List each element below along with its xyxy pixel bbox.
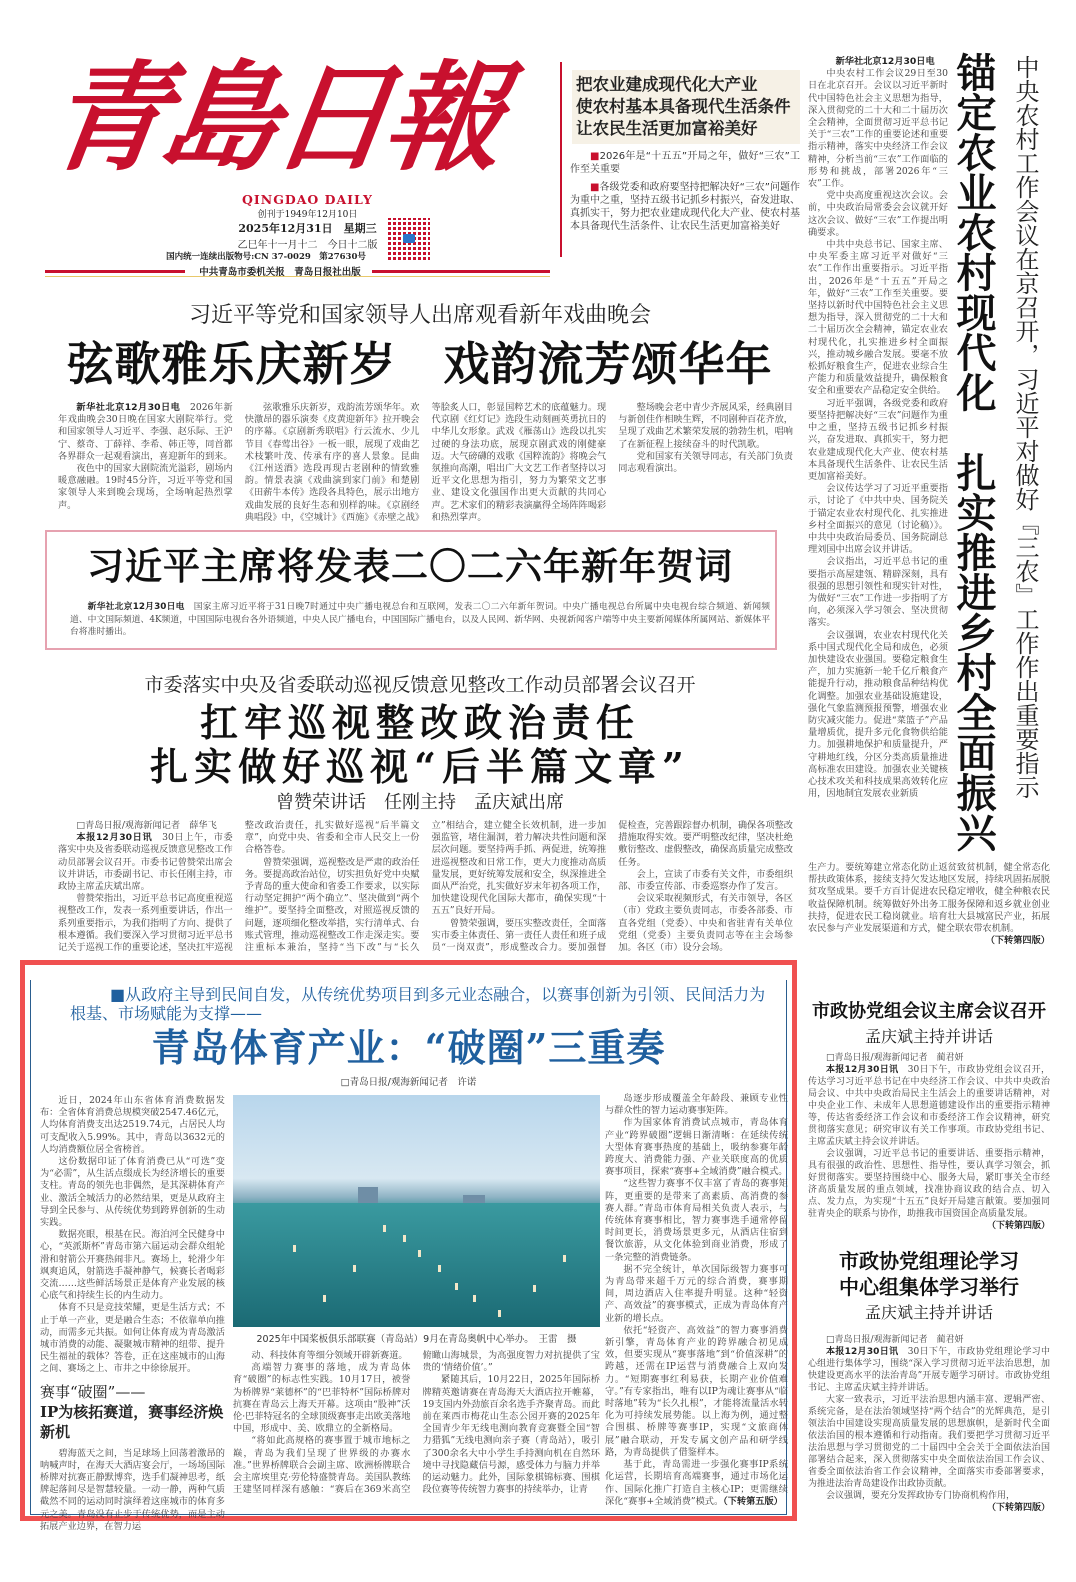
continued-note: （下转第四版） — [985, 935, 1050, 947]
cppcc-study-subtitle: 孟庆斌主持并讲话 — [864, 1303, 993, 1322]
greeting-headline: 习近平主席将发表二〇二六年新年贺词 — [87, 544, 733, 588]
opera-headline: 弦歌雅乐庆新岁 戏韵流芳颂华年 — [67, 337, 773, 391]
dateline: 新华社北京12月30日电 — [87, 602, 185, 612]
byline: □青岛日报/观海新闻记者 薛华飞 — [76, 820, 217, 831]
paragraph: 整场晚会老中青少齐展风采，经典剧目与新创佳作相映生辉，不同剧种百花齐放，呈现了戏曲艺术繁荣发展的勃勃生机，唱响了在新征程上接续奋斗的时代凯歌。 — [618, 402, 793, 450]
paragraph: 党中央高度重视这次会议。会前，中央政治局常委会会议就开好这次会议、做好“三农”工作提出明确要求。 — [808, 190, 948, 238]
rural-summary-points — [570, 150, 800, 233]
rural-article-body — [808, 56, 948, 856]
paragraph: 生产力。要统筹建立常态化防止返贫致贫机制，健全常态化帮扶政策体系，接续支持欠发达地区发展，持续巩固拓展脱贫攻坚成果。要千方百计促进农民稳定增收，健全种粮农民收益保障机制。统筹做好外出务工服务保障和返乡就业创业扶持，促进农民工稳岗就业。培育壮大县城富民产业，拓展农民参与产业发展渠道和方式，健全联农带农机制。 — [808, 862, 1050, 935]
summary-point: 各级党委和政府要坚持把解决好“三农”问题作为重中之重，坚持五级书记抓乡村振兴，奋发进取、真抓实干，努力把农业建成现代化大产业、使农村基本具备现代生活条件、让农民生活更加富裕美好 — [570, 182, 800, 232]
headline-line: 扎实做好巡视“后半篇文章” — [150, 744, 690, 789]
issue-date: 2025年12月31日 星期三 — [238, 222, 377, 235]
cppcc-study-body — [808, 1334, 1050, 1514]
paragraph: “这些智力赛事不仅丰富了青岛的赛事矩阵，更重要的是带来了高素质、高消费的参赛人群。”青岛市体育局相关负责人表示，与传统体育赛事相比，智力赛事选手通常停留时间更长，消费场景更多元，从酒店住宿到餐饮旅游，从文化体验到商业消费，形成了一条完整的消费链条。 — [605, 1178, 788, 1263]
paragraph: 习近平强调，各级党委和政府要坚持把解决好“三农”问题作为重中之重，坚持五级书记抓乡村振兴，奋发进取、真抓实干，努力把农业建成现代化大产业、使农村基本具备现代生活条件、让农民生活更加富裕美好。 — [808, 397, 948, 482]
paragraph: 这份数据印证了体育消费已从“可选”变为“必需”，从生活点缀成长为经济增长的重要支柱。青岛的领先也非偶然，是其深耕体育产业、激活全城活力的必然结果，更是从政府主导到全民参与、从传统优势到跨界创新的生动实践。 — [40, 1156, 225, 1229]
sports-column-1 — [40, 1095, 225, 1532]
paragraph: 曾赞荣指出，习近平总书记高度重视巡视整改工作，发表一系列重要讲话，作出一系列重要指示，为我们指明了方向、提供了根本遵循。我们要深入学习贯彻习近平总书记关于巡视工作的重要论述，坚决扛牢巡视整改政治责任，扎实做好巡视“后半篇文章”，向党中央、省委和全市人民交上一份合格答卷。 — [58, 820, 420, 954]
continued-note: （下转第四版） — [986, 1221, 1050, 1231]
headline-line: 市政协党组理论学习 — [839, 1249, 1019, 1273]
rural-summary-box — [560, 62, 800, 257]
dateline: 新华社北京12月30日电 — [835, 56, 935, 67]
byline: □青岛日报/观海新闻记者 蔺君妍 — [826, 1335, 964, 1345]
opera-kicker: 习近平等党和国家领导人出席观看新年戏曲晚会 — [188, 303, 651, 328]
paragraph: 作为国家体育消费试点城市，青岛体育产业“跨界破圈”逻辑日渐清晰：在延续传统大型体育赛事热度的基础上，吸纳参赛年龄跨度大、消费能力强、产业关联度高的优质赛事项目，探索“赛事+全域消费”融合模式。 — [605, 1117, 788, 1178]
paragraph: 会议强调，习近平总书记的重要讲话、重要指示精神，具有很强的政治性、思想性、指导性，要认真学习领会，抓好贯彻落实。要坚持围绕中心、服务大局，紧盯事关全市经济高质量发展的重点领域，找准协商议政的结合点、切入点、发力点，为实现“十五五”良好开局建言献策。要加强同驻青央企的联系与协作，助推我市国资国企高质量发展。 — [808, 1149, 1050, 1219]
inspection-headline — [40, 701, 800, 789]
summary-point: 2026年是“十五五”开局之年，做好“三农”工作至关重要 — [570, 151, 800, 175]
lead-paragraph: 30日下午，市政协党组理论学习中心组进行集体学习，围绕“深入学习贯彻习近平法治思想，加快建设更高水平的法治青岛”开展专题学习研讨。市政协党组书记、主席孟庆斌主持并讲话。 — [808, 1347, 1050, 1393]
english-title: QINGDAO DAILY — [242, 192, 373, 207]
paragraph: “将如此高规格的赛事置于城市地标之巅，青岛为我们呈现了世界级的办赛水准。”世界桥牌联合会副主席、欧洲桥牌联合会主席埃里克·劳伦特盛赞青岛。美国队教练王建坚同样深有感触：“赛后在369米高空俯瞰山海城景，为高强度智力对抗提供了宝贵的‘情绪价值’。” — [233, 1350, 600, 1496]
masthead-rule — [45, 270, 185, 273]
subhead-line: 赛事“破圈”—— — [40, 1382, 146, 1401]
newspaper-logo: 青島日報 — [40, 48, 508, 187]
greeting-body — [70, 601, 770, 639]
sports-deck — [70, 985, 770, 1023]
paragraph: 据不完全统计，单次国际级智力赛事可为青岛带来超千万元的综合消费，赛事期间，周边酒店入住率提升明显。这种“轻资产、高效益”的赛事模式，正成为青岛体育产业新的增长点。 — [605, 1263, 788, 1324]
paragraph: 夜色中的国家大剧院流光溢彩，剧场内暖意融融。19时45分许，习近平等党和国家领导人来到晚会现场，全场响起热烈掌声。 — [58, 463, 233, 511]
inspection-article-body — [58, 820, 793, 956]
bullet-square-icon: ■ — [110, 985, 126, 1004]
lead-paragraph: 30日上午，市委落实中央及省委联动巡视反馈意见整改工作动员部署会议召开。市委书记曾赞荣出席会议并讲话，市委副书记、市长任刚主持，市政协主席孟庆斌出席。 — [58, 832, 233, 893]
byline: □青岛日报/观海新闻记者 蔺君妍 — [826, 1053, 964, 1063]
cppcc-study-headline — [808, 1248, 1050, 1300]
qr-logo-icon — [403, 234, 415, 243]
sports-columns-2-3 — [233, 1350, 600, 1512]
paragraph: 中央农村工作会议29日至30日在北京召开。会议以习近平新时代中国特色社会主义思想为指导，深入贯彻党的二十大和二十届历次全会精神，全面贯彻习近平总书记关于“三农”工作的重要论述和重要指示精神，落实中央经济工作会议精神，分析当前“三农”工作面临的形势和挑战，部署2026年“三农”工作。 — [808, 68, 948, 190]
paragraph-list — [40, 1095, 225, 1376]
opera-article-body — [58, 402, 793, 526]
headline-line: 扛牢巡视整改政治责任 — [199, 700, 640, 745]
title-line: 把农业建成现代化大产业 — [576, 75, 758, 94]
rural-headline: 锚定农业农村现代化 扎实推进乡村全面振兴 — [950, 52, 997, 852]
sports-byline: □青岛日报/观海新闻记者 许诺 — [340, 1077, 477, 1088]
paragraph: 紧随其后，10月22日，2025年国际桥牌精英邀请赛在青岛海天大酒店拉开帷幕，19支国内外劲旅百余名选手齐聚青岛。而此前在莱西市梅花山生态公园开赛的2025年全国青少年无线电测向教育竞赛暨全国“智力猎狐”无线电测向亲子赛（青岛站），吸引了300余名大中小学生手持测向机在自然环境中寻找隐藏信号源，感受体力与脑力并举的运动魅力。此外，国际象棋锦标赛、围棋段位赛等传统智力赛事的持续举办，让青 — [422, 1374, 600, 1496]
lead-paragraph: 30日下午，市政协党组会议召开，传达学习习近平总书记在中央经济工作会议、中共中央政治局会议、中共中央政治局民主生活会上的重要讲话精神，对中央企业工作、未成年人思想道德建设作出的重要指示精神等，传达省委经济工作会议和市委经济工作会议精神，研究贯彻落实意见；研究审议有关工作事项。市政协党组书记、主席孟庆斌主持会议并讲话。 — [808, 1065, 1050, 1147]
deck-text: 从政府主导到民间自发，从传统优势项目到多元业态融合，以赛事创新为引领、民间活力为根基、市场赋能为支撑—— — [70, 985, 766, 1023]
paragraph: 碧海蓝天之间，当足球场上回荡着激昂的呐喊声时，在海天大酒店宴会厅，一场场国际桥牌对抗赛正静默博弈，选手们凝神思考，纸牌起落间尽是智慧较量。一动一静，两种气质截然不同的运动同时演绎着这座城市的体育多元之美。青岛没有止步于传统优势，而是主动拓展产业边界，在智力运 — [40, 1447, 225, 1532]
dateline: 本报12月30日讯 — [826, 1347, 899, 1357]
paragraph: 动、科技体育等细分领域开辟新赛道。 — [251, 1350, 408, 1361]
dateline: 本报12月30日讯 — [76, 832, 153, 844]
subhead-line: IP为核拓赛道，赛事经济焕新机 — [40, 1402, 224, 1441]
rural-kicker: 中央农村工作会议在京召开，习近平对做好『三农』工作作出重要指示 — [1011, 55, 1039, 799]
rural-summary-title — [572, 70, 800, 144]
cppcc-meeting-headline: 市政协党组会议主席会议召开 — [812, 1001, 1046, 1022]
rural-article-tail — [808, 862, 1050, 947]
paragraph: 会议强调，要充分发挥政协专门协商机构作用， — [826, 1491, 1016, 1501]
publisher: 中共青岛市委机关报 青岛日报社出版 — [199, 267, 361, 278]
sports-column-4 — [605, 1093, 788, 1508]
paragraph: 数据亮眼，根基在民。海泊河全民健身中心，“英派斯杯”青岛市第六届运动会群众组轮滑和射箭公开赛热闹非凡。赛场上，轮滑少年飒爽追风，射箭选手凝神静气，候赛长者喝彩交流……这些鲜活场景正是体育产业发展的核心底气和持续生长的内生动力。 — [40, 1229, 225, 1302]
paragraph: 大家一致表示，习近平法治思想内涵丰富、逻辑严密、系统完备，是在法治领域坚持“两个结合”的光辉典范，是引领法治中国建设实现高质量发展的思想旗帜，是新时代全面依法治国的根本遵循和行动指南。我们要把学习贯彻习近平法治思想与学习贯彻党的二十届四中全会关于全面依法治国部署结合起来，深入贯彻落实中央全面依法治国工作会议、省委全面依法治省工作会议精神，全面落实市委部署要求，为推进法治青岛建设作出政协贡献。 — [808, 1395, 1050, 1489]
paragraph-list — [233, 1350, 600, 1512]
paragraph: 岛逐步形成覆盖全年龄段、兼顾专业性与群众性的智力运动赛事矩阵。 — [605, 1093, 788, 1117]
paragraph: 体育不只是竞技荣耀，更是生活方式；不止于单一产业，更是融合生态；不依靠单向推动，而需多元共振。如何让体育成为青岛激活城市消费的动能、凝聚城市精神的纽带、提升民生福祉的载体？答卷，正在这座城市的山海之间、赛场之上、市井之中徐徐展开。 — [40, 1302, 225, 1375]
paragraph: 党和国家有关领导同志，有关部门负责同志观看演出。 — [618, 450, 793, 475]
cppcc-meeting-subtitle: 孟庆斌主持并讲话 — [864, 1027, 993, 1046]
paragraph: 基于此，青岛需进一步强化赛事IP系统化运营，长期培育高端赛事，通过市场化运作、国际化推广打造自主核心IP；更需继续深化“赛事+全域消费”模式。 — [605, 1459, 788, 1507]
serial-number: 国内统一连续出版物号:CN 37-0029 第27630号 — [166, 252, 366, 262]
paragraph: 弦歌雅乐庆新岁，戏韵流芳颂华年。欢快激昂的器乐演奏《皮黄迎新年》拉开晚会的序幕。《京剧新秀联唱》行云流水、少儿节目《春莺出谷》一板一眼，展现了戏曲艺术枝繁叶茂、传承有序的喜人景象。昆曲《江州送酒》选段再现古老剧种的情致雅韵。情景表演《戏曲演到家门前》和楚剧《田薪牛本传》选段各具特色，展示出地方戏曲发展的良好生态和别样韵味。《京剧经典唱段》中，《空城计》《西施》《赤壁之战》等脍炙人口，彰显国粹艺术的底蕴魅力。现代京剧《红灯记》选段生动刻画英勇抗日的中华儿女形象。武戏《雁荡山》选段以扎实过硬的身法功底，展现京剧武戏的刚健豪迈。大气磅礴的戏歌《国粹流韵》将晚会气氛推向高潮，唱出广大文艺工作者坚持以习近平文化思想为指引，努力为繁荣文艺事业、建设文化强国作出更大贡献的共同心声。艺术家们的精彩表演赢得全场阵阵喝彩和热烈掌声。 — [244, 402, 607, 523]
inspection-subtitle: 曾赞荣讲话 任刚主持 孟庆斌出席 — [276, 792, 564, 813]
headline-line: 中心组集体学习举行 — [839, 1275, 1019, 1299]
inspection-kicker: 市委落实中央及省委联动巡视反馈意见整改工作动员部署会议召开 — [144, 674, 696, 696]
lunar-date: 乙巳年十一月十二 今日十二版 — [237, 240, 378, 251]
paragraph: 会议传达学习了习近平重要指示，讨论了《中共中央、国务院关于锚定农业农村现代化、扎实推进乡村全面振兴的意见（讨论稿）》。中共中央政治局委员、国务院副总理刘国中出席会议并讲话。 — [808, 483, 948, 556]
paragraph: 依托“轻资产、高效益”的智力赛事消费新引擎，青岛体育产业的跨界融合初见成效，但要实现从“赛事落地”到“价值深耕”的跨越，还需在IP运营与消费融合上双向发力。“短期赛事红利易获，长期产业价值难守。”有专家指出，唯有以IP为魂让赛事从“临时落地”转为“长久扎根”，才能将流量活水转化为可持续发展势能。以上海为例，通过整合围棋、桥牌等赛事IP，实现“文旅商体展”融合联动，开发专属文创产品和研学线路，为青岛提供了借鉴样本。 — [605, 1324, 788, 1458]
paragraph: 近日，2024年山东省体育消费数据发布：全省体育消费总规模突破2547.46亿元，人均体育消费支出达2519.74元，占居民人均可支配收入5.99%。其中，青岛以3632元的人均消费额位居全省榜首。 — [40, 1095, 225, 1155]
paragraph: 曾赞荣强调，要压实整改责任，全面落实市委主体责任、第一责任人责任和班子成员“一岗双责”，形成整改合力。要加强督促检查，完善跟踪督办机制，确保各项整改措施取得实效。要严明整改纪律，坚决杜绝敷衍整改、虚假整改，确保高质量完成整改任务。 — [431, 820, 793, 954]
masthead-rule — [372, 270, 550, 273]
sports-headline: 青岛体育产业：“破圈”三重奏 — [151, 1025, 666, 1070]
paragraph: 曾赞荣强调，巡视整改是严肃的政治任务。要提高政治站位，切实担负好党中央赋予青岛的重大使命和省委工作要求，以实际行动坚定拥护“两个确立”、坚决做到“两个维护”。要坚持全面整改，对照巡视反馈的问题，逐项细化整改举措，实行清单式、台账式管理，推动巡视整改工作走深走实。要注重标本兼治，坚持“当下改”与“长久立”相结合，建立健全长效机制，进一步加强监管，堵住漏洞，着力解决共性问题和深层次问题。要坚持两手抓、两促进，统筹推进巡视整改和日常工作，更大力度推动高质量发展，更好统筹发展和安全，纵深推进全面从严治党，扎实做好岁末年初各项工作，加快建设现代化国际大都市，确保实现“十五五”良好开局。 — [244, 820, 607, 954]
lead-paragraph: 2026年新年戏曲晚会30日晚在国家大剧院举行。党和国家领导人习近平、李强、赵乐际、王沪宁、蔡奇、丁薛祥、李希、韩正等，同首都各界群众一起观看演出，喜迎新年的到来。 — [58, 402, 233, 462]
paragraph: 高端智力赛事的落地，成为青岛体育“破圈”的标志性实践。10月17日，被誉为桥牌界“莱德杯”的“巴菲特杯”国际桥牌对抗赛在青岛云上海天开幕。这项由“股神”沃伦·巴菲特冠名的全球顶级赛事走出欧美落地中国，形成中、美、欧鼎立的全新格局。 — [233, 1362, 411, 1435]
bullet-square-icon: ■ — [590, 151, 600, 162]
photo-caption: 2025年中国桨板俱乐部联赛（青岛站）9月在青岛奥帆中心举办。 王雷 摄 — [256, 1334, 577, 1345]
paragraph: 会议采取视频形式，有关市领导，各区（市）党政主要负责同志，市委各部委、市直各党组（党委）、中央和省驻青有关单位党组（党委）主要负责同志等在主会场参加。各区（市）设分会场。 — [618, 893, 793, 954]
paragraph-list — [40, 1448, 225, 1533]
paragraph: 会议指出，习近平总书记的重要指示高屋建瓴、精辟深刻，具有很强的思想引领性和现实针对性，为做好“三农”工作进一步指明了方向，必须深入学习领会、坚决贯彻落实。 — [808, 556, 948, 629]
cppcc-meeting-body — [808, 1052, 1050, 1232]
founded-date: 创刊于1949年12月10日 — [257, 210, 358, 220]
title-line: 让农民生活更加富裕美好 — [576, 119, 758, 138]
paragraph-list — [808, 1394, 1050, 1502]
sports-subhead — [40, 1382, 225, 1442]
continued-note: （下转第四版） — [986, 1503, 1050, 1513]
bullet-square-icon: ■ — [590, 182, 600, 193]
paragraph-list — [808, 68, 948, 800]
title-line: 使农村基本具备现代生活条件 — [576, 97, 791, 116]
paragraph: 会上，宣读了市委有关文件，市委组织部、市委宣传部、市委巡察办作了发言。 — [618, 868, 793, 893]
dateline: 本报12月30日讯 — [826, 1065, 899, 1075]
dateline: 新华社北京12月30日电 — [76, 402, 181, 413]
continued-note: （下转第五版） — [723, 1495, 783, 1507]
paragraph: 会议强调，农业农村现代化关系中国式现代化全局和成色，必须加快建设农业强国。要稳定粮食生产，加力实施新一轮千亿斤粮食产能提升行动，推动粮食品种结构优化调整。加强农业基础设施建设，强化气象监测预报预警，增强农业防灾减灾能力。促进“菜篮子”产品量增质优，提升多元化食物供给能力。加强耕地保护和质量提升，严守耕地红线，分区分类高质量推进高标准农田建设。加强农业关键核心技术攻关和科技成果高效转化应用，因地制宜发展农业新质 — [808, 629, 948, 800]
paragraph: 中共中央总书记、国家主席、中央军委主席习近平对做好“三农”工作作出重要指示。习近平指出，2026年是“十五五”开局之年，做好“三农”工作至关重要。要坚持以新时代中国特色社会主义思想为指导，深入贯彻党的二十大和二十届历次全会精神，锚定农业农村现代化，扎实推进乡村全面振兴，推动城乡融合发展。要毫不放松抓好粮食生产，促进农业综合生产能力和质量效益提升，确保粮食安全和重要农产品稳定安全供给。 — [808, 239, 948, 397]
paddleboard-race-photo — [233, 1095, 600, 1327]
paragraph: 国家主席习近平将于31日晚7时通过中央广播电视总台和互联网，发表二〇二六年新年贺词。中央广播电视总台所属中央电视台综合频道、新闻频道、中文国际频道、4K频道，中国国际电视台各外语频道，中央人民广播电台，中国国际广播电台，以及人民网、新华网、央视新闻客户端等中央主要新闻媒体所属网站、新媒体平台将准时播出。 — [70, 602, 771, 637]
